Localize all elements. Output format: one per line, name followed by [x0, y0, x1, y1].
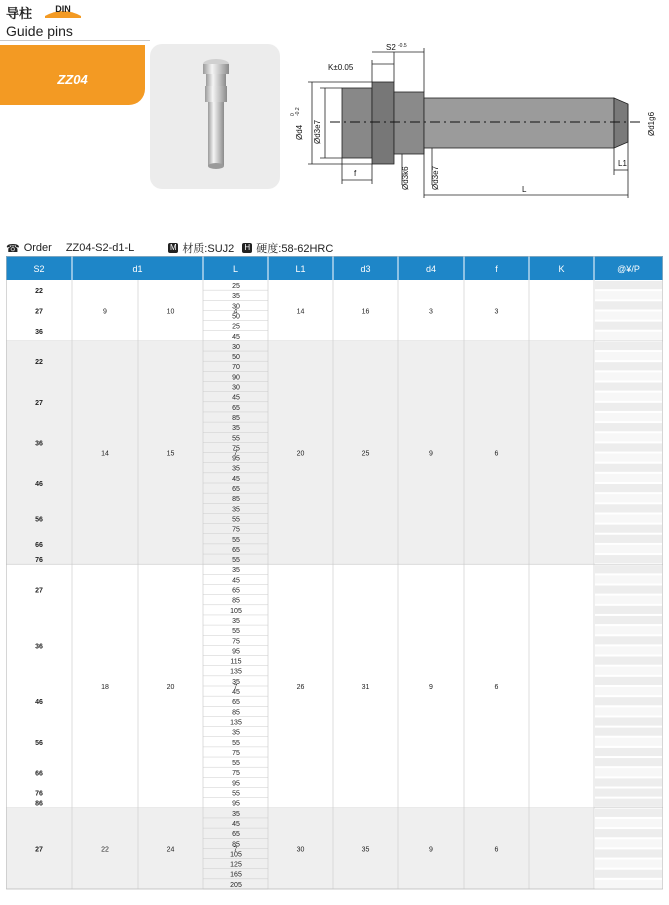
dim-f-label: f — [354, 169, 357, 178]
phone-icon: ☎ — [6, 242, 20, 255]
price-cell — [595, 514, 662, 522]
price-cell — [595, 433, 662, 441]
table-header-cell: d4 — [425, 264, 437, 274]
d1-alt-cell: 10 — [166, 308, 175, 316]
l-cell: 55 — [232, 435, 240, 443]
product-photo — [150, 44, 280, 189]
d1-alt-cell: 24 — [166, 846, 175, 854]
dim-d3e7-label: Ød3e7 — [313, 119, 322, 144]
price-cell — [595, 616, 662, 624]
l-cell: 55 — [232, 516, 240, 524]
l-cell: 45 — [232, 577, 240, 585]
d1-cell: 9 — [103, 308, 107, 316]
l-cell: 135 — [230, 668, 242, 676]
table-header-cell: @¥/P — [617, 264, 640, 274]
price-cell — [595, 383, 662, 391]
l1-cell: 7 — [233, 450, 238, 458]
price-cell — [595, 738, 662, 746]
l-cell: 45 — [232, 689, 240, 696]
s2-cell: 36 — [35, 643, 43, 651]
order-label: Order — [23, 242, 52, 254]
price-cell — [595, 535, 662, 543]
price-cell — [595, 860, 662, 868]
l-cell: 45 — [232, 394, 240, 402]
k-cell: 6 — [494, 846, 499, 854]
l-cell: 45 — [232, 820, 240, 828]
l-cell: 45 — [232, 333, 240, 341]
price-cell — [595, 809, 662, 817]
l-cell: 35 — [232, 425, 240, 433]
dim-s2-label: S2 — [386, 43, 396, 52]
s2-cell: 27 — [35, 308, 43, 316]
d3-cell: 20 — [296, 450, 305, 458]
s2-cell: 36 — [35, 328, 43, 336]
d4-cell: 25 — [361, 450, 370, 458]
l-cell: 30 — [232, 343, 240, 351]
price-cell — [595, 393, 662, 401]
k-cell: 6 — [494, 684, 499, 691]
price-cell — [595, 870, 662, 878]
d1-cell: 22 — [101, 846, 109, 854]
price-cell — [595, 301, 662, 309]
price-cell — [595, 839, 662, 847]
s2-cell: 22 — [35, 288, 43, 296]
l-cell: 205 — [230, 881, 242, 889]
l-cell: 125 — [230, 861, 242, 869]
model-code: ZZ04 — [57, 72, 88, 87]
s2-cell: 56 — [35, 516, 43, 524]
d1-alt-cell: 20 — [166, 684, 175, 691]
price-cell — [595, 443, 662, 451]
table-header-cell: K — [558, 264, 565, 274]
f-cell: 3 — [429, 308, 433, 316]
price-cell — [595, 454, 662, 462]
s2-cell: 66 — [35, 770, 43, 778]
l-cell: 105 — [230, 851, 242, 859]
dim-k-label: K±0.05 — [328, 63, 354, 72]
l-cell: 105 — [230, 607, 242, 615]
k-cell: 3 — [494, 308, 499, 316]
header-divider — [0, 40, 150, 41]
technical-drawing — [290, 40, 665, 200]
l-cell: 65 — [232, 831, 240, 839]
l-cell: 75 — [232, 770, 240, 778]
s2-cell: 27 — [35, 846, 43, 854]
s2-cell: 56 — [35, 739, 43, 747]
price-cell — [595, 819, 662, 827]
table-header-cell: d1 — [132, 264, 143, 274]
l-cell: 35 — [232, 293, 240, 301]
dim-l1-label: L1 — [618, 159, 627, 168]
l-cell: 35 — [232, 729, 240, 737]
din-logo-text: DIN — [55, 4, 71, 14]
d4-cell: 16 — [361, 308, 370, 316]
l1-cell: 4 — [233, 308, 238, 316]
l-cell: 85 — [232, 841, 240, 849]
l-cell: 95 — [232, 800, 240, 808]
s2-cell: 76 — [35, 790, 43, 798]
l-cell: 85 — [232, 597, 240, 605]
l-cell: 65 — [232, 546, 240, 554]
order-code: ZZ04-S2-d1-L — [65, 242, 135, 254]
f-cell: 9 — [429, 846, 433, 854]
material-text: 材质:SUJ2 — [182, 243, 235, 255]
price-cell — [595, 687, 662, 695]
s2-cell: 46 — [35, 481, 43, 488]
price-cell — [595, 728, 662, 736]
l-cell: 70 — [232, 364, 240, 372]
price-cell — [595, 474, 662, 482]
d3-cell: 26 — [296, 684, 305, 691]
price-cell — [595, 281, 662, 289]
l-cell: 90 — [232, 374, 240, 382]
price-cell — [595, 799, 662, 807]
dim-l-label: L — [522, 185, 527, 194]
l-cell: 50 — [232, 354, 240, 362]
l-cell: 35 — [232, 567, 240, 575]
s2-cell: 27 — [35, 399, 43, 407]
l-cell: 95 — [232, 780, 240, 788]
l-cell: 25 — [232, 323, 240, 331]
l-cell: 55 — [232, 557, 240, 565]
l-cell: 55 — [232, 628, 240, 636]
l-cell: 50 — [232, 313, 240, 321]
s2-cell: 86 — [35, 800, 43, 808]
price-cell — [595, 575, 662, 583]
l-cell: 95 — [232, 648, 240, 656]
d1-cell: 18 — [101, 684, 109, 691]
price-cell — [595, 657, 662, 665]
d1-cell: 14 — [101, 450, 109, 458]
price-cell — [595, 291, 662, 299]
s2-cell: 27 — [35, 587, 43, 595]
l-cell: 75 — [232, 445, 240, 453]
l-cell: 75 — [232, 526, 240, 534]
price-cell — [595, 372, 662, 380]
table-header-cell: S2 — [33, 264, 45, 274]
guide-pin-illustration — [150, 44, 280, 189]
page-title-cn: 导柱 — [6, 7, 33, 22]
price-cell — [595, 504, 662, 512]
l-cell: 55 — [232, 739, 240, 747]
price-cell — [595, 707, 662, 715]
hardness-icon: H — [242, 243, 252, 253]
l-cell: 165 — [230, 871, 242, 879]
price-cell — [595, 758, 662, 766]
price-cell — [595, 342, 662, 350]
price-cell — [595, 626, 662, 634]
l-cell: 65 — [232, 699, 240, 707]
l-cell: 35 — [232, 506, 240, 514]
price-cell — [595, 403, 662, 411]
l-cell: 135 — [230, 719, 242, 727]
d1-alt-cell: 15 — [166, 450, 175, 458]
din-logo — [43, 2, 83, 18]
s2-cell: 36 — [35, 440, 43, 448]
price-cell — [595, 525, 662, 533]
price-cell — [595, 311, 662, 319]
price-cell — [595, 596, 662, 604]
l1-cell: 7 — [233, 684, 238, 691]
dim-d3k6-label: Ød3k6 — [401, 166, 410, 190]
f-cell: 9 — [429, 684, 433, 691]
price-cell — [595, 484, 662, 492]
dim-d4-label: Ød4 — [295, 124, 304, 140]
price-cell — [595, 545, 662, 553]
price-cell — [595, 778, 662, 786]
l-cell: 35 — [232, 617, 240, 625]
l-cell: 35 — [232, 465, 240, 473]
hardness-text: 硬度:58-62HRC — [256, 243, 334, 255]
dim-d1g6-label: Ød1g6 — [647, 111, 656, 136]
l-cell: 85 — [232, 496, 240, 504]
l-cell: 75 — [232, 638, 240, 646]
s2-cell: 22 — [35, 359, 43, 367]
d3-cell: 14 — [296, 308, 305, 316]
l-cell: 65 — [232, 404, 240, 412]
table-header-cell: L — [232, 264, 239, 274]
l-cell: 85 — [232, 414, 240, 422]
l-cell: 25 — [232, 283, 240, 290]
order-info — [6, 240, 337, 256]
l-cell: 95 — [232, 455, 240, 463]
price-cell — [595, 880, 662, 888]
price-cell — [595, 697, 662, 705]
d4-cell: 31 — [361, 684, 370, 691]
price-cell — [595, 646, 662, 654]
l-cell: 85 — [232, 709, 240, 717]
l-cell: 65 — [232, 587, 240, 595]
dim-s2-tolerance: -0.5 — [398, 43, 407, 49]
dim-d3e7-label-2: Ød3e7 — [431, 165, 440, 190]
price-cell — [595, 768, 662, 776]
price-cell — [595, 322, 662, 330]
price-cell — [595, 352, 662, 360]
price-cell — [595, 494, 662, 502]
d3-cell: 30 — [296, 846, 305, 854]
l-cell: 75 — [232, 749, 240, 757]
s2-cell: 76 — [35, 557, 43, 565]
table-header-cell: f — [495, 264, 498, 274]
table-header-cell: L1 — [295, 264, 306, 274]
price-cell — [595, 789, 662, 797]
price-cell — [595, 606, 662, 614]
price-cell — [595, 667, 662, 675]
table-header-cell: d3 — [360, 264, 371, 274]
s2-cell: 66 — [35, 541, 43, 549]
material-icon: M — [169, 243, 177, 252]
l-cell: 55 — [232, 760, 240, 768]
price-cell — [595, 464, 662, 472]
l-cell: 55 — [232, 536, 240, 544]
price-cell — [595, 423, 662, 431]
price-cell — [595, 413, 662, 421]
l1-cell: 7 — [233, 846, 238, 854]
k-cell: 6 — [494, 450, 499, 458]
s2-cell: 46 — [35, 699, 43, 707]
price-cell — [595, 332, 662, 340]
price-cell — [595, 748, 662, 756]
price-cell — [595, 717, 662, 725]
dim-d4-tol-upper: 0 — [290, 113, 296, 116]
l-cell: 115 — [230, 658, 242, 666]
price-cell — [595, 849, 662, 857]
l-cell: 30 — [232, 303, 240, 311]
d4-cell: 35 — [361, 846, 370, 854]
f-cell: 9 — [429, 450, 433, 458]
price-cell — [595, 636, 662, 644]
l-cell: 35 — [232, 678, 240, 686]
page-title-en: Guide pins — [6, 23, 73, 39]
dim-d4-tol-lower: -0.2 — [295, 107, 301, 116]
l-cell: 65 — [232, 486, 240, 493]
price-cell — [595, 829, 662, 837]
price-cell — [595, 555, 662, 563]
l-cell: 55 — [232, 790, 240, 798]
price-cell — [595, 565, 662, 573]
spec-table — [6, 256, 663, 901]
l-cell: 35 — [232, 810, 240, 818]
price-cell — [595, 677, 662, 685]
price-cell — [595, 362, 662, 370]
l-cell: 30 — [232, 384, 240, 392]
price-cell — [595, 586, 662, 594]
l-cell: 45 — [232, 475, 240, 483]
